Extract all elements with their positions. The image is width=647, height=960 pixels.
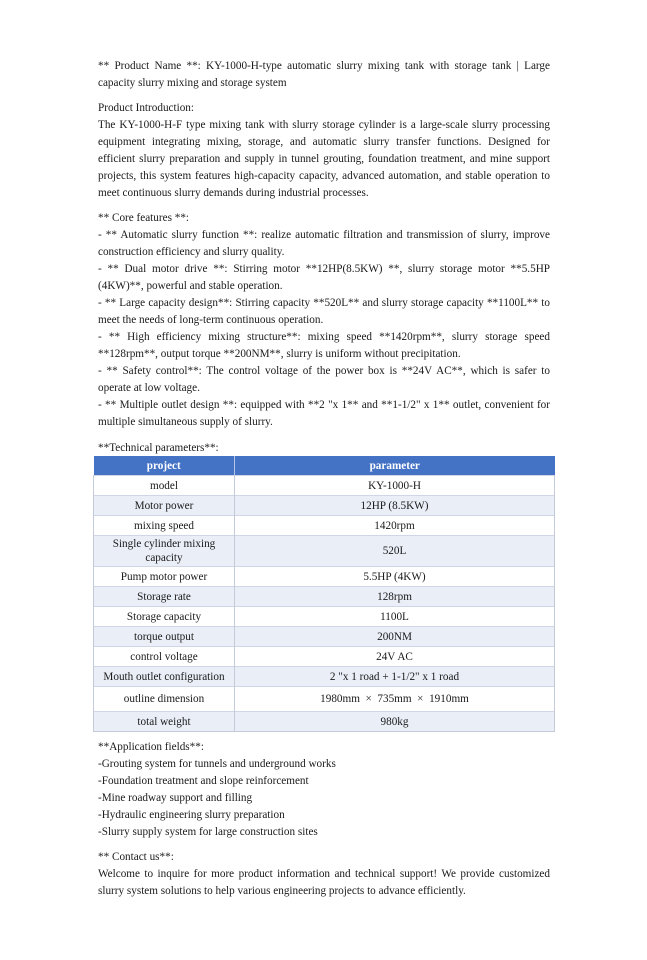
intro-heading: Product Introduction: (98, 102, 195, 114)
row-value: 2 "x 1 road + 1-1/2" x 1 road (235, 667, 555, 687)
row-label: outline dimension (94, 687, 235, 712)
row-label: Single cylinder mixing capacity (94, 536, 235, 567)
product-name: ** Product Name **: KY-1000-H-type automatic slurry mixing tank with storage tank | Large capacity slurry mixing and storage system (98, 60, 550, 89)
row-label: mixing speed (94, 516, 235, 536)
row-label: control voltage (94, 647, 235, 667)
application-item: -Hydraulic engineering slurry preparation (98, 809, 285, 821)
document-body (98, 58, 550, 431)
row-label: Storage capacity (94, 607, 235, 627)
row-label: Motor power (94, 496, 235, 516)
table-row (94, 536, 555, 567)
table-row (94, 627, 555, 647)
table-row (94, 667, 555, 687)
row-label: Mouth outlet configuration (94, 667, 235, 687)
table-row (94, 712, 555, 732)
row-value: 1100L (235, 607, 555, 627)
table-header-row (94, 456, 555, 476)
contact-heading: ** Contact us**: (98, 851, 174, 863)
table-row (94, 567, 555, 587)
row-value: 5.5HP (4KW) (235, 567, 555, 587)
row-value: 24V AC (235, 647, 555, 667)
table-row (94, 647, 555, 667)
column-header-project: project (94, 456, 235, 476)
row-value: KY-1000-H (235, 476, 555, 496)
technical-parameters-table (93, 456, 555, 732)
applications-heading: **Application fields**: (98, 741, 204, 753)
application-item: -Slurry supply system for large construction sites (98, 826, 318, 838)
feature-item: - ** High efficiency mixing structure**: mixing speed **1420rpm**, slurry storage speed **128rpm**, output torque **200NM**, slurry is uniform without precipitation. (98, 331, 550, 360)
row-label: torque output (94, 627, 235, 647)
row-value: 980kg (235, 712, 555, 732)
application-item: -Mine roadway support and filling (98, 792, 253, 804)
table-row (94, 687, 555, 712)
row-label: total weight (94, 712, 235, 732)
feature-item: - ** Safety control**: The control voltage of the power box is **24V AC**, which is safer to operate at low voltage. (98, 365, 550, 394)
application-item: -Foundation treatment and slope reinforcement (98, 775, 309, 787)
row-value: 1420rpm (235, 516, 555, 536)
table-row (94, 587, 555, 607)
row-label: Storage rate (94, 587, 235, 607)
feature-item: - ** Multiple outlet design **: equipped with **2 "x 1** and **1-1/2" x 1** outlet, convenient for multiple simultaneous supply of slurry. (98, 399, 550, 428)
feature-item: - ** Large capacity design**: Stirring capacity **520L** and slurry storage capacity **1100L** to meet the needs of long-term continuous operation. (98, 297, 550, 326)
table-row (94, 496, 555, 516)
row-value: 128rpm (235, 587, 555, 607)
row-value: 1980mm × 735mm × 1910mm (235, 687, 555, 712)
intro-body: The KY-1000-H-F type mixing tank with slurry storage cylinder is a large-scale slurry processing equipment integrating mixing, storage, and automatic slurry transfer functions. Designed for efficient slurry preparation and supply in tunnel grouting, foundation treatment, and mine support projects, this system features high-capacity capacity, advanced automation, and stable operation to meet continuous slurry demands during industrial processes. (98, 119, 550, 199)
feature-item: - ** Dual motor drive **: Stirring motor **12HP(8.5KW) **, slurry storage motor **5.5HP (4KW)**, powerful and stable operation. (98, 263, 550, 292)
applications-and-contact (98, 739, 550, 900)
application-item: -Grouting system for tunnels and underground works (98, 758, 336, 770)
row-label: model (94, 476, 235, 496)
row-label: Pump motor power (94, 567, 235, 587)
technical-parameters-heading: **Technical parameters**: (98, 442, 219, 454)
table-row (94, 607, 555, 627)
column-header-parameter: parameter (235, 456, 555, 476)
table-row (94, 476, 555, 496)
row-value: 520L (235, 536, 555, 567)
row-value: 200NM (235, 627, 555, 647)
table-row (94, 516, 555, 536)
row-value: 12HP (8.5KW) (235, 496, 555, 516)
feature-item: - ** Automatic slurry function **: realize automatic filtration and transmission of slurry, improve construction efficiency and slurry quality. (98, 229, 550, 258)
core-features-heading: ** Core features **: (98, 212, 190, 224)
contact-body: Welcome to inquire for more product information and technical support! We provide customized slurry system solutions to help various engineering projects to advance efficiently. (98, 868, 550, 897)
